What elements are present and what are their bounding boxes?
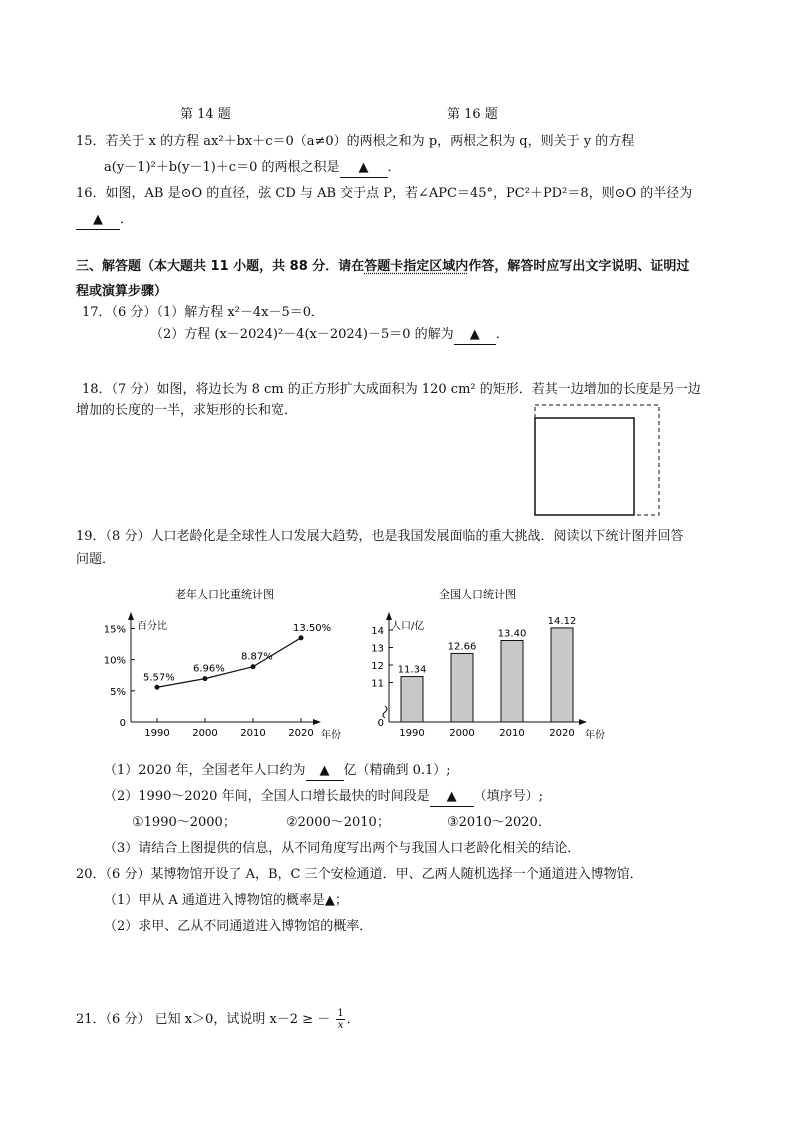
line-chart-ytick-label: 10% [103, 655, 126, 667]
q15-line2-text: a(y－1)²＋b(y－1)＋c＝0 的两根之积是 [104, 160, 340, 175]
q19-option-2: ②2000～2010； [286, 815, 390, 830]
line-chart-data-label: 6.96% [193, 663, 225, 675]
q17-line2-text: （2）方程 (x－2024)²－4(x－2024)－5＝0 的解为 [150, 327, 454, 342]
bar-chart-data-label: 12.66 [447, 641, 477, 653]
line-chart-xlabel: 年份 [321, 730, 341, 741]
q18-line1: 18．（7 分）如图，将边长为 8 cm 的正方形扩大成面积为 120 cm² 的矩形．若其一边增加的长度是另一边 [82, 382, 701, 397]
q19-line1: 19．（8 分）人口老龄化是全球性人口发展大趋势，也是我国发展面临的重大挑战．阅读以下统计图并回答 [76, 529, 684, 544]
q17-line1: 17．（6 分）（1）解方程 x²－4x－5＝0． [82, 305, 325, 320]
q21-end: ． [346, 1012, 360, 1027]
line-chart-ytick-label: 5% [110, 686, 126, 698]
q21-line [76, 1008, 360, 1031]
line-chart-x-arrow [313, 719, 321, 725]
bar-chart-xlabel: 年份 [585, 730, 605, 741]
original-square [535, 418, 634, 515]
fig14-caption: 第 14 题 [180, 107, 231, 122]
line-chart-data-label: 8.87% [241, 651, 273, 663]
line-chart-point [299, 635, 304, 640]
bar-chart-x-arrow [579, 719, 587, 725]
q19-sub2-text: （2）1990～2020 年间，全国人口增长最快的时间段是 [104, 789, 430, 804]
bar-chart-xtick-label: 2020 [549, 728, 575, 739]
q17-line2 [150, 326, 509, 345]
bar-chart-ytick-label: 13 [371, 643, 384, 655]
q15-end: ． [387, 160, 401, 175]
bar-chart-bar [501, 641, 523, 723]
q15-line1: 15．若关于 x 的方程 ax²＋bx＋c＝0（a≠0）的两根之和为 p，两根之积为 q，则关于 y 的方程 [76, 134, 635, 149]
q18-figure [530, 400, 670, 520]
q17-answer-blank: ▲ [454, 326, 496, 345]
q19-sub1-text: （1）2020 年，全国老年人口约为 [104, 763, 306, 778]
fig16-caption: 第 16 题 [447, 107, 498, 122]
section3-heading [76, 255, 689, 274]
bar-chart-ylabel: 人口/亿 [391, 621, 425, 632]
q19-sub2-end: （填序号）; [473, 789, 543, 804]
line-chart-y-arrow [128, 612, 134, 620]
line-chart-series-line [157, 638, 301, 687]
section3-heading-part2: 作答，解答时应写出文字说明、证明过 [468, 259, 690, 274]
q15-line2 [104, 159, 401, 178]
line-chart-xtick-label: 2010 [240, 728, 266, 739]
q17-end: ． [495, 327, 509, 342]
q21-text: 21．（6 分） 已知 x＞0，试说明 x－2 ≥ － [76, 1012, 331, 1027]
bar-chart-data-label: 11.34 [397, 664, 427, 676]
section3-heading-part1: 三、解答题（本大题共 11 小题，共 88 分．请在 [76, 259, 365, 274]
q19-sub3: （3）请结合上图提供的信息，从不同角度写出两个与我国人口老龄化相关的结论． [104, 841, 581, 856]
line-chart-xtick-label: 2000 [192, 728, 218, 739]
bar-chart-bar [551, 628, 573, 722]
q20-sub2: （2）求甲、乙从不同通道进入博物馆的概率． [104, 919, 373, 934]
elderly-ratio-line-chart [95, 582, 355, 747]
q16-answer-blank: ▲ [76, 211, 120, 230]
q16-line2 [76, 211, 133, 230]
section3-heading-line2: 程或演算步骤） [76, 284, 168, 299]
section3-heading-emphasis: 答题卡指定区域内 [364, 259, 469, 274]
q19-sub1-end: 亿（精确到 0.1）; [343, 763, 451, 778]
bar-chart-ytick-label: 14 [371, 626, 384, 637]
q15-answer-blank: ▲ [340, 159, 388, 178]
q19-sub1-blank: ▲ [306, 762, 344, 781]
q19-sub2 [104, 788, 543, 807]
q16-end: ． [120, 212, 134, 227]
line-chart-point [251, 664, 256, 669]
bar-chart-data-label: 14.12 [547, 615, 577, 627]
line-chart-xtick-label: 1990 [144, 728, 170, 739]
q18-line2: 增加的长度的一半，求矩形的长和宽． [76, 403, 298, 418]
bar-chart-bar [451, 653, 473, 722]
bar-chart-bar [401, 677, 423, 722]
q19-option-3: ③2010～2020． [447, 815, 551, 830]
q19-sub1 [104, 762, 451, 781]
line-chart-ytick-label: 0 [119, 718, 126, 729]
q20-line1: 20．（6 分）某博物馆开设了 A，B，C 三个安检通道．甲、乙两人随机选择一个通道进入博物馆． [76, 867, 643, 882]
bar-chart-ytick-label: 11 [371, 678, 384, 690]
bar-chart-title: 全国人口统计图 [439, 588, 516, 601]
q21-fraction [336, 1008, 344, 1031]
line-chart-point [155, 685, 160, 690]
bar-chart-xtick-label: 1990 [399, 728, 425, 739]
q21-fraction-denominator: x [337, 1020, 344, 1031]
line-chart-ytick-label: 15% [103, 624, 126, 636]
q21-fraction-numerator: 1 [337, 1008, 344, 1019]
q16-line1: 16．如图，AB 是⊙O 的直径，弦 CD 与 AB 交于点 P，若∠APC＝45°，PC²＋PD²＝8，则⊙O 的半径为 [76, 186, 693, 201]
q19-line2: 问题． [76, 552, 116, 567]
bar-chart-ytick-label: 0 [377, 718, 384, 729]
q20-sub1: （1）甲从 A 通道进入博物馆的概率是▲； [104, 893, 348, 908]
q19-option-1: ①1990～2000； [132, 815, 236, 830]
line-chart-ylabel: 百分比 [137, 621, 167, 632]
line-chart-data-label: 5.57% [143, 672, 175, 684]
bar-chart-axis-break [383, 706, 387, 718]
line-chart-title: 老年人口比重统计图 [175, 588, 274, 601]
bar-chart-y-arrow [386, 612, 392, 620]
bar-chart-ytick-label: 12 [371, 661, 384, 672]
line-chart-point [203, 676, 208, 681]
bar-chart-data-label: 13.40 [497, 628, 527, 640]
bar-chart-xtick-label: 2000 [449, 728, 475, 739]
population-bar-chart [365, 582, 625, 747]
bar-chart-xtick-label: 2010 [499, 728, 525, 739]
line-chart-xtick-label: 2020 [288, 728, 314, 739]
q19-sub2-blank: ▲ [430, 788, 474, 807]
line-chart-data-label: 13.50% [293, 622, 332, 634]
